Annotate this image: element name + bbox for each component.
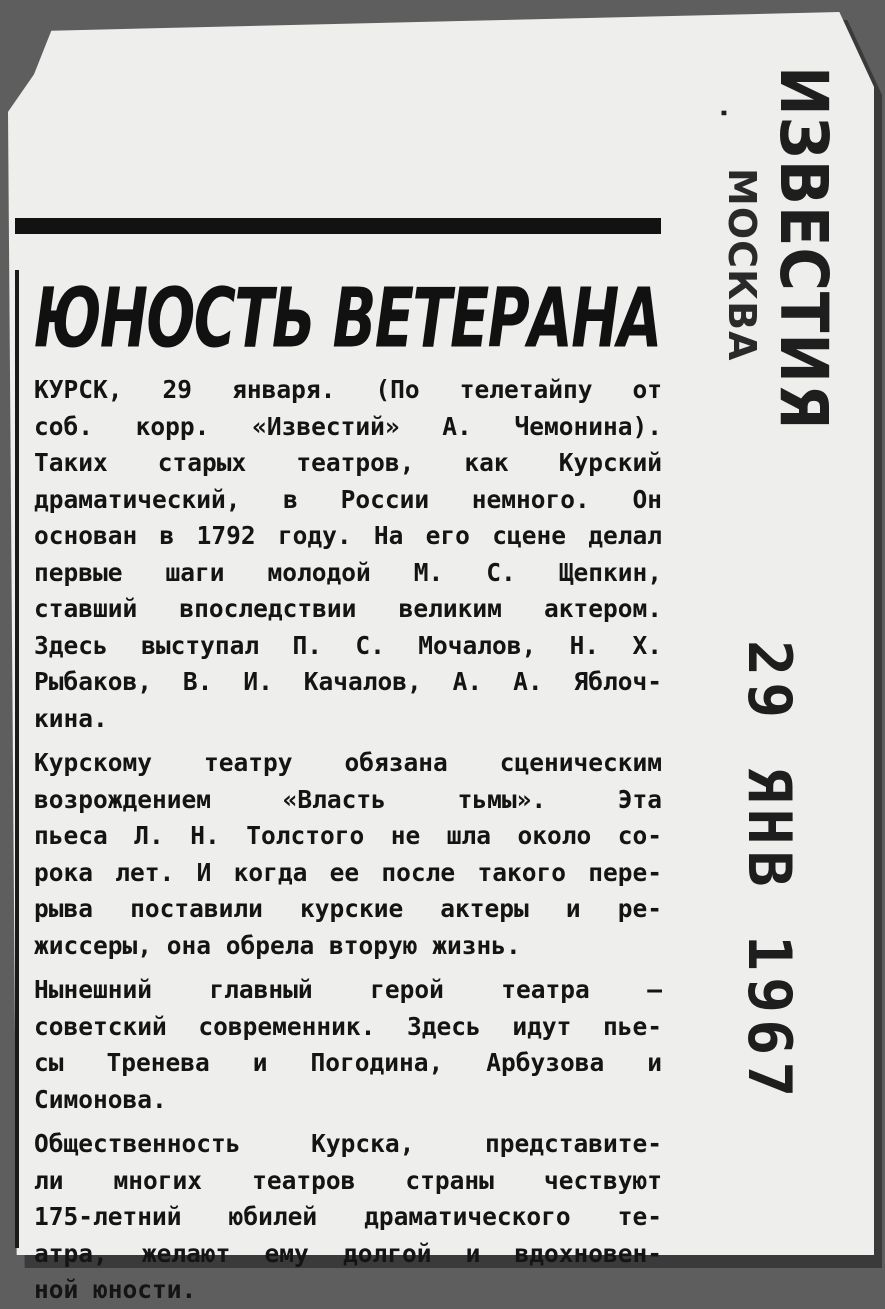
article-line: атра, желают ему долгой и вдохновен- [34,1238,662,1268]
article-line: ной юности. [34,1275,197,1304]
article-line: Здесь выступал П. С. Мочалов, Н. Х. [34,630,662,660]
article-line: рока лет. И когда ее после такого пере- [34,857,662,887]
left-column-rule [15,270,19,1248]
article-line: ли многих театров страны чествуют [34,1165,662,1195]
article-line: соб. корр. «Известий» А. Чемонина). [34,411,662,441]
stamp-newspaper-name: ИЗВЕСТИЯ [765,66,842,431]
stamp-separator: · [708,108,738,118]
article-paragraph [34,972,662,1118]
article-paragraph [34,372,662,737]
article-line: жиссеры, она обрела вторую жизнь. [34,930,521,960]
article-line: советский современник. Здесь идут пье- [34,1011,662,1041]
article-line: Симонова. [34,1084,167,1114]
paragraph-gap [34,1118,662,1126]
headline: ЮНОСТЬ ВЕТЕРАНА [34,272,661,367]
article-line: пьеса Л. Н. Толстого не шла около со- [34,821,662,850]
article-paragraph [34,745,662,964]
article-line: основан в 1792 году. На его сцене делал [34,521,662,550]
article-line: кина. [34,703,108,733]
stamp-city: МОСКВА [720,168,764,362]
article-line: сы Тренева и Погодина, Арбузова и [34,1048,662,1077]
article-line: возрождением «Власть тьмы». Эта [34,784,662,814]
article-line: ставший впоследствии великим актером. [34,594,662,623]
article-line: Таких старых театров, как Курский [34,448,662,477]
article-paragraph [34,1126,662,1309]
article-line: КУРСК, 29 января. (По телетайпу от [34,375,662,404]
article-line: рыва поставили курские актеры и ре- [34,894,662,923]
article-line: Общественность Курска, представите- [34,1129,662,1158]
paragraph-gap [34,964,662,972]
top-rule [15,218,661,234]
article-line: драматический, в России немного. Он [34,484,662,514]
stamp-date: 29 ЯНВ 1967 [734,640,804,1104]
article-body [34,372,662,1309]
article-line: Рыбаков, В. И. Качалов, А. А. Яблоч- [34,667,662,696]
article-line: Нынешний главный герой театра — [34,975,662,1004]
paragraph-gap [34,737,662,745]
article-line: 175-летний юбилей драматического те- [34,1202,662,1231]
article-line: первые шаги молодой М. С. Щепкин, [34,557,662,587]
article-line: Курскому театру обязана сценическим [34,748,662,777]
